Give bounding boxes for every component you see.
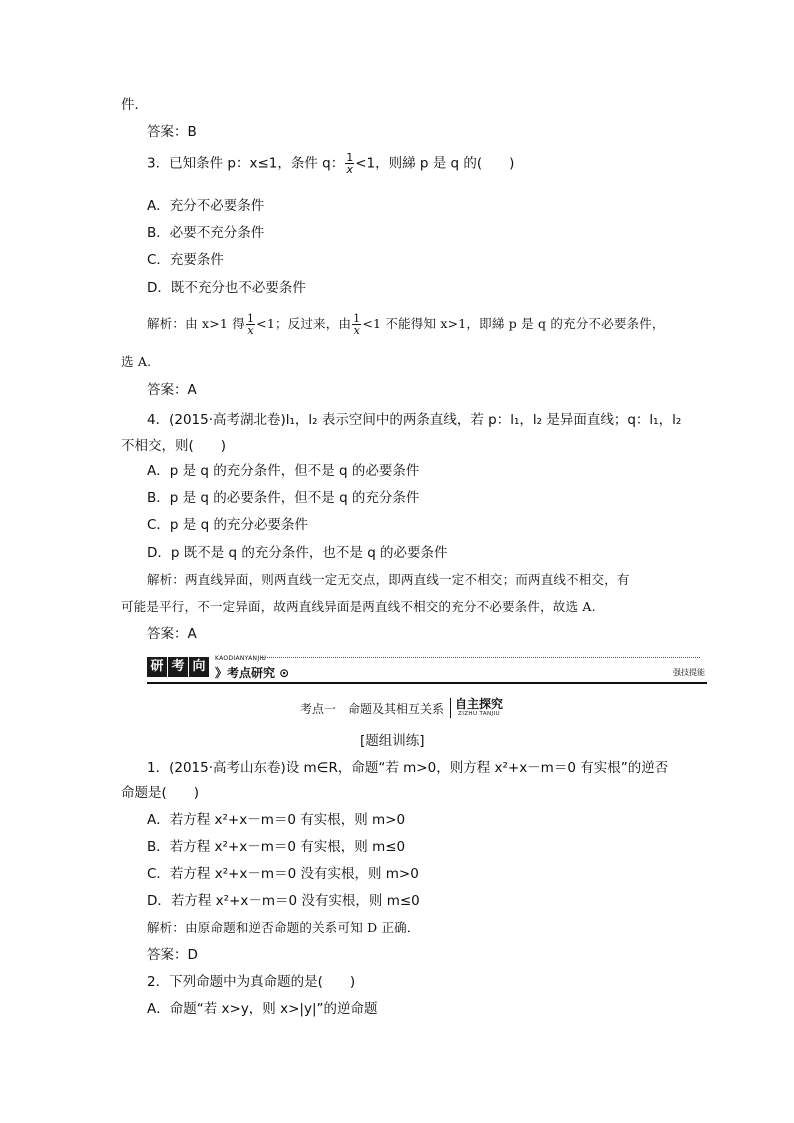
banner-pinyin: KAODIANYANJIU [215, 655, 267, 662]
option-c: C．p 是 q 的充分必要条件 [147, 517, 308, 533]
banner-char: 研 [147, 657, 167, 677]
option-b: B．若方程 x²+x－m＝0 有实根，则 m≤0 [147, 839, 406, 855]
problem-2: 2．下列命题中为真命题的是( ) [147, 974, 356, 990]
banner-chars [147, 657, 209, 677]
section-subheading [300, 698, 503, 718]
answer-line: 答案：D [147, 947, 198, 963]
solution-line: 解析：由 x>1 得 $\frac{1}{x}$ <1；反过来，由 $\frac{1}{x}$ <1 不能得知 x>1，即綈 p 是 q 的充分不必要条件， [147, 312, 665, 337]
banner-char: 考 [168, 657, 188, 677]
solution-line: 解析：两直线异面，则两直线一定无交点，即两直线一定不相交；而两直线不相交，有 [147, 572, 630, 587]
question-3: 3．已知条件 p：x≤1，条件 q： $\frac{1}{x}$ <1，则綈 p 是 q 的( ) [147, 151, 515, 176]
fraction: $\frac{1}{x}$ [246, 312, 255, 337]
answer-line: 答案：A [147, 382, 197, 398]
problem-1: 1．(2015·高考山东卷)设 m∈R，命题“若 m>0，则方程 x²+x－m＝0 有实根”的逆否 [147, 760, 669, 776]
text-line: 件． [121, 97, 148, 113]
option-a: A．p 是 q 的充分条件，但不是 q 的必要条件 [147, 463, 420, 479]
section-banner [147, 655, 707, 683]
option-c: C．若方程 x²+x－m＝0 没有实根，则 m>0 [147, 866, 419, 882]
option-a: A．充分不必要条件 [147, 198, 265, 214]
option-d: D．p 既不是 q 的充分条件，也不是 q 的必要条件 [147, 545, 448, 561]
banner-right-label: 强技提能 [673, 668, 705, 677]
solution-line: 可能是平行，不一定异面，故两直线异面是两直线不相交的充分不必要条件，故选 A. [121, 599, 596, 614]
banner-title: 》考点研究 ⊙ [215, 666, 290, 680]
fraction: $\frac{1}{x}$ [346, 151, 354, 176]
question-4: 4．(2015·高考湖北卷)l₁，l₂ 表示空间中的两条直线，若 p：l₁，l₂ 是异面直线；q：l₁，l₂ [147, 412, 682, 428]
group-title: [题组训练] [360, 733, 425, 749]
dotted-rule [260, 657, 700, 658]
option-d: D．既不充分也不必要条件 [147, 280, 306, 296]
solution-line: 解析：由原命题和逆否命题的关系可知 D 正确． [147, 920, 420, 935]
question-4-cont: 不相交，则( ) [121, 438, 227, 454]
answer-line: 答案：A [147, 626, 197, 642]
banner-rule [147, 682, 707, 684]
option-b: B．必要不充分条件 [147, 225, 265, 241]
fraction: $\frac{1}{x}$ [353, 312, 361, 337]
option-c: C．充要条件 [147, 252, 224, 268]
subheading-label: 考点一 命题及其相互关系 [300, 701, 445, 716]
option-a: A．若方程 x²+x－m＝0 有实根，则 m>0 [147, 812, 406, 828]
banner-char: 向 [189, 657, 209, 677]
option-d: D．若方程 x²+x－m＝0 没有实根，则 m≤0 [147, 893, 420, 909]
answer-line: 答案：B [147, 124, 197, 140]
option-b: B．p 是 q 的必要条件，但不是 q 的充分条件 [147, 490, 420, 506]
subheading-box: 自主探究 ZIZHU TANJIU [450, 698, 503, 718]
problem-1-cont: 命题是( ) [121, 785, 200, 801]
solution-line: 选 A. [121, 354, 152, 369]
option-a: A．命题“若 x>y，则 x>|y|”的逆命题 [147, 1001, 378, 1017]
